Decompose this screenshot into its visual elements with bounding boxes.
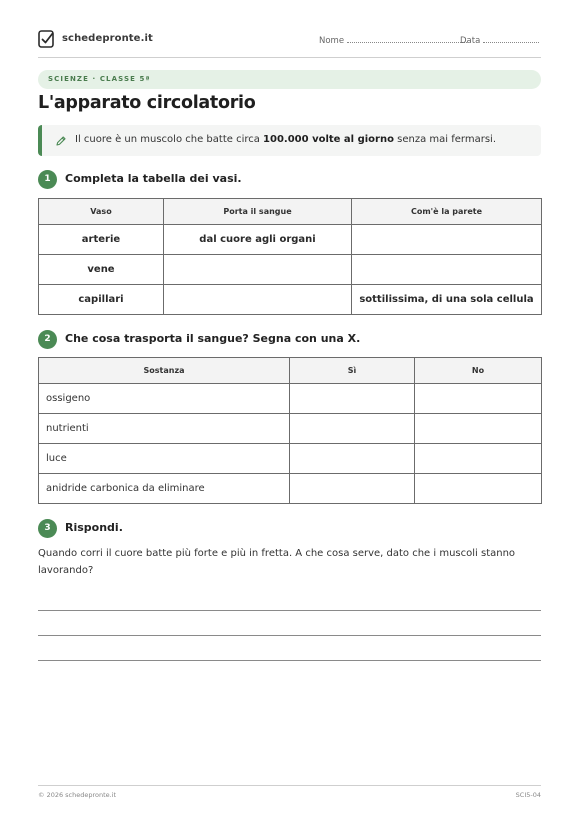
blood-transport-table (38, 357, 542, 504)
date-label: Data (460, 36, 481, 46)
answer-line[interactable] (38, 660, 541, 661)
answer-line[interactable] (38, 635, 541, 636)
table-row (39, 474, 542, 504)
name-field[interactable] (319, 35, 467, 46)
column-header: No (415, 358, 542, 384)
table-cell: sottilissima, di una sola cellula (352, 285, 542, 315)
table-row (39, 255, 542, 285)
question-text: Che cosa trasporta il sangue? Segna con una X. (65, 332, 361, 345)
vessels-table (38, 198, 542, 315)
substance-cell: ossigeno (39, 384, 290, 414)
question-number-badge: 2 (38, 330, 57, 349)
yes-checkbox-cell[interactable] (290, 414, 415, 444)
name-dotted-line[interactable] (347, 35, 467, 43)
pencil-icon (55, 135, 67, 147)
no-checkbox-cell[interactable] (415, 414, 542, 444)
copyright-text: © 2026 schedepronte.it (38, 791, 117, 799)
note-text-before: Il cuore è un muscolo che batte circa (75, 134, 264, 145)
table-cell: vene (39, 255, 164, 285)
answer-cell[interactable] (164, 285, 352, 315)
column-header: Com'è la parete (352, 199, 542, 225)
table-row (39, 285, 542, 315)
table-row (39, 444, 542, 474)
fact-note (38, 125, 541, 156)
note-text (75, 134, 496, 145)
answer-cell[interactable] (352, 255, 542, 285)
date-dotted-line[interactable] (483, 35, 539, 43)
substance-cell: anidride carbonica da eliminare (39, 474, 290, 504)
column-header: Vaso (39, 199, 164, 225)
substance-cell: nutrienti (39, 414, 290, 444)
question-text: Rispondi. (65, 521, 123, 534)
column-header: Sì (290, 358, 415, 384)
answer-line[interactable] (38, 610, 541, 611)
no-checkbox-cell[interactable] (415, 474, 542, 504)
subject-badge: SCIENZE · CLASSE 5ª (38, 70, 541, 89)
table-row (39, 384, 542, 414)
table-row (39, 414, 542, 444)
question-text: Completa la tabella dei vasi. (65, 172, 242, 185)
column-header: Porta il sangue (164, 199, 352, 225)
page-header (38, 28, 541, 58)
table-header-row (39, 358, 542, 384)
yes-checkbox-cell[interactable] (290, 474, 415, 504)
name-label: Nome (319, 36, 345, 46)
date-field[interactable] (460, 35, 539, 46)
table-cell: arterie (39, 225, 164, 255)
table-header-row (39, 199, 542, 225)
answer-cell[interactable] (164, 255, 352, 285)
substance-cell: luce (39, 444, 290, 474)
note-text-bold: 100.000 volte al giorno (263, 134, 394, 145)
question-number-badge: 1 (38, 170, 57, 189)
question-prompt: Quando corri il cuore batte più forte e più in fretta. A che cosa serve, dato che i muscoli stanno lavorando? (38, 548, 516, 576)
worksheet-code: SCI5-04 (515, 791, 541, 799)
answer-cell[interactable] (352, 225, 542, 255)
page-title: L'apparato circolatorio (38, 93, 256, 113)
checkbox-logo-icon (38, 30, 55, 48)
yes-checkbox-cell[interactable] (290, 444, 415, 474)
no-checkbox-cell[interactable] (415, 444, 542, 474)
site-name: schedepronte.it (62, 33, 153, 44)
page-footer (38, 785, 541, 799)
table-cell: dal cuore agli organi (164, 225, 352, 255)
column-header: Sostanza (39, 358, 290, 384)
table-row (39, 225, 542, 255)
table-cell: capillari (39, 285, 164, 315)
note-text-after: senza mai fermarsi. (393, 134, 497, 145)
no-checkbox-cell[interactable] (415, 384, 542, 414)
question-number-badge: 3 (38, 519, 57, 538)
yes-checkbox-cell[interactable] (290, 384, 415, 414)
